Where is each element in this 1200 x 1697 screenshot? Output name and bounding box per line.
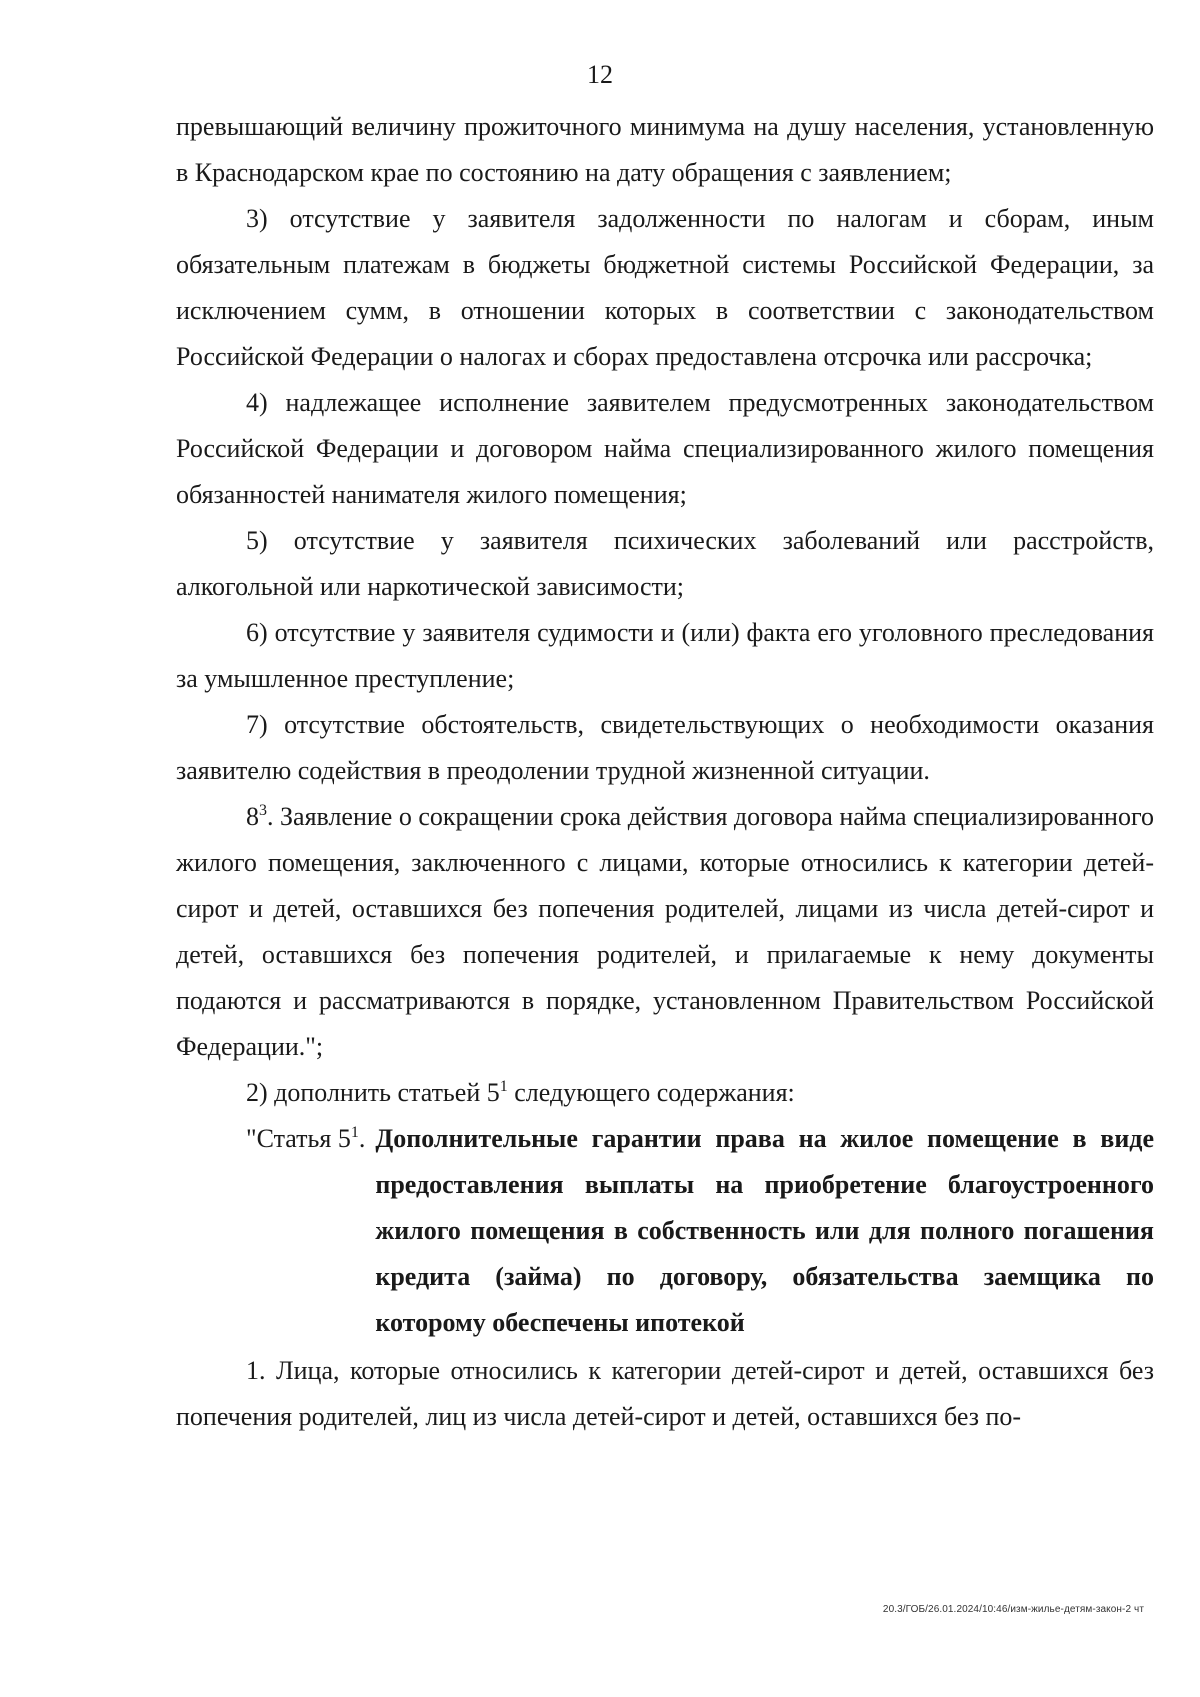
amendment-item-2-suffix: следующего содержания: <box>507 1078 795 1107</box>
paragraph-continuation: превышающий величину прожиточного минимума на душу населения, установленную в Краснодарском крае по состоянию на дату обращения с заявлением; <box>176 112 1154 187</box>
amendment-item-2 <box>176 1070 1154 1116</box>
article-title: Дополнительные гарантии права на жилое помещение в виде предоставления выплаты на приобретение благоустроенного жилого помещения в собственность или для полного погашения кредита (займа) по договору, обязательства заемщика по которому обеспечены ипотекой <box>375 1124 1154 1337</box>
article-label-prefix: "Статья 5 <box>246 1124 351 1153</box>
page-number: 12 <box>587 60 613 89</box>
paragraph-item-6: 6) отсутствие у заявителя судимости и (или) факта его уголовного преследования за умышленное преступление; <box>176 618 1154 693</box>
clause-8-3-superscript: 3 <box>259 802 267 819</box>
article-label <box>176 1116 365 1346</box>
footer-stamp: 20.3/ГОБ/26.01.2024/10:46/изм-жилье-детям-закон-2 чт <box>882 1604 1144 1615</box>
article-paragraph-1: 1. Лица, которые относились к категории детей-сирот и детей, оставшихся без попечения родителей, лиц из числа детей-сирот и детей, оставшихся без по- <box>176 1356 1154 1431</box>
paragraph-item-5: 5) отсутствие у заявителя психических заболеваний или расстройств, алкогольной или наркотической зависимости; <box>176 526 1154 601</box>
amendment-item-2-superscript: 1 <box>499 1078 508 1095</box>
clause-8-3-text: . Заявление о сокращении срока действия договора найма специализированного жилого помещения, заключенного с лицами, которые относились к категории детей-сирот и детей, оставшихся без попечения родителей, лицами из числа детей-сирот и детей, оставшихся без попечения родителей, и прилагаемые к нему документы подаются и рассматриваются в порядке, установленном Правительством Российской Федерации."; <box>176 802 1154 1061</box>
paragraph-item-4: 4) надлежащее исполнение заявителем предусмотренных законодательством Российской Федерации и договором найма специализированного жилого помещения обязанностей нанимателя жилого помещения; <box>176 388 1154 509</box>
paragraph-item-3: 3) отсутствие у заявителя задолженности по налогам и сборам, иным обязательным платежам в бюджеты бюджетной системы Российской Федерации, за исключением сумм, в отношении которых в соответствии с законодательством Российской Федерации о налогах и сборах предоставлена отсрочка или рассрочка; <box>176 204 1154 371</box>
paragraph-item-7: 7) отсутствие обстоятельств, свидетельствующих о необходимости оказания заявителю содействия в преодолении трудной жизненной ситуации. <box>176 710 1154 785</box>
clause-8-3 <box>176 794 1154 1070</box>
clause-8-3-number: 8 <box>246 802 259 831</box>
amendment-item-2-prefix: 2) дополнить статьей 5 <box>246 1078 500 1107</box>
article-label-suffix: . <box>358 1124 366 1153</box>
article-label-superscript: 1 <box>350 1124 359 1141</box>
document-body <box>176 104 1154 1440</box>
article-heading <box>176 1116 1154 1346</box>
